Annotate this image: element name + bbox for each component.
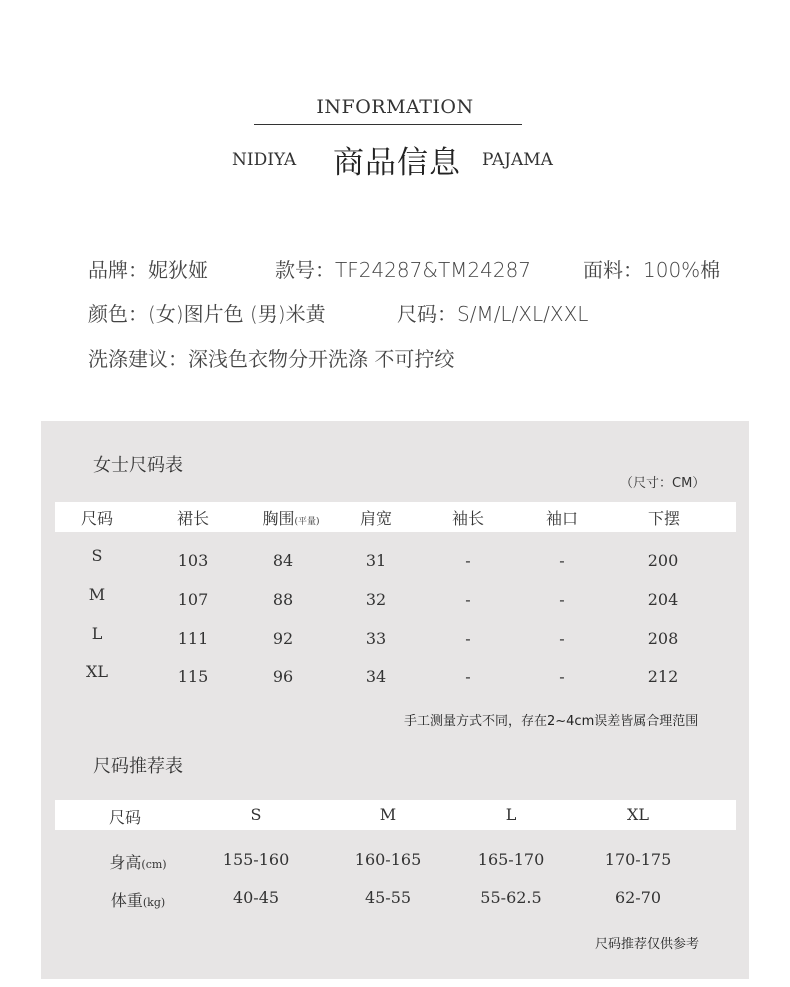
size-label-cell: M xyxy=(88,585,106,604)
table-cell: - xyxy=(559,667,565,686)
table-cell: 33 xyxy=(365,629,387,648)
recommend-note: 尺码推荐仅供参考 xyxy=(595,937,700,952)
table-cell: - xyxy=(465,629,471,648)
recommend-chart-title: 尺码推荐表 xyxy=(93,756,183,777)
header-cell: L xyxy=(505,805,517,824)
header-cell: 尺码 xyxy=(80,509,114,528)
table-cell: 31 xyxy=(365,551,387,570)
table-cell: 103 xyxy=(177,551,209,570)
table-cell: 115 xyxy=(177,667,209,686)
header-cell-chest: 胸围(平量) xyxy=(262,509,320,528)
product-brand: 品牌：妮狄娅 xyxy=(88,258,208,282)
table-cell: 62-70 xyxy=(614,888,662,907)
header-cell: 裙长 xyxy=(176,509,210,528)
table-cell: - xyxy=(559,551,565,570)
table-cell: 170-175 xyxy=(604,850,672,869)
product-model: 款号：TF24287&TM24287 xyxy=(275,258,532,282)
table-cell: 34 xyxy=(365,667,387,686)
brand-left-text: NIDIYA xyxy=(232,150,297,170)
product-color: 颜色：(女)图片色 (男)米黄 xyxy=(88,302,326,326)
product-sizes: 尺码：S/M/L/XL/XXL xyxy=(397,302,589,326)
header-cell: 袖长 xyxy=(451,509,485,528)
information-label: INFORMATION xyxy=(316,96,474,118)
product-fabric: 面料：100%棉 xyxy=(583,258,721,282)
row-label: 体重(kg) xyxy=(110,891,166,910)
women-chart-header xyxy=(55,502,736,532)
table-cell: 55-62.5 xyxy=(480,888,542,907)
header-cell: 下摆 xyxy=(647,509,681,528)
table-cell: 212 xyxy=(647,667,679,686)
header-cell: S xyxy=(250,805,262,824)
table-cell: - xyxy=(465,551,471,570)
table-cell: - xyxy=(559,629,565,648)
measure-note: 手工测量方式不同，存在2~4cm误差皆属合理范围 xyxy=(404,714,699,729)
size-label-cell: S xyxy=(91,546,103,565)
header-cell: M xyxy=(379,805,397,824)
header-cell: XL xyxy=(626,805,650,824)
table-cell: 200 xyxy=(647,551,679,570)
unit-note: （尺寸：CM） xyxy=(620,476,706,491)
product-washing: 洗涤建议：深浅色衣物分开洗涤 不可拧绞 xyxy=(88,347,455,371)
header-cell: 尺码 xyxy=(108,808,142,827)
header-cell: 肩宽 xyxy=(359,509,393,528)
table-cell: 40-45 xyxy=(232,888,280,907)
size-label-cell: XL xyxy=(85,662,109,681)
table-cell: 155-160 xyxy=(222,850,290,869)
header-cell: 袖口 xyxy=(545,509,579,528)
recommend-chart-header xyxy=(55,800,736,830)
table-cell: 111 xyxy=(177,629,209,648)
table-cell: - xyxy=(465,590,471,609)
size-label-cell: L xyxy=(91,624,103,643)
women-chart-title: 女士尺码表 xyxy=(93,455,183,476)
table-cell: 165-170 xyxy=(477,850,545,869)
table-cell: 160-165 xyxy=(354,850,422,869)
table-cell: 92 xyxy=(272,629,294,648)
table-cell: 107 xyxy=(177,590,209,609)
row-label: 身高(cm) xyxy=(109,853,167,872)
table-cell: 96 xyxy=(272,667,294,686)
table-cell: 84 xyxy=(272,551,294,570)
table-cell: 208 xyxy=(647,629,679,648)
header-divider xyxy=(254,124,522,125)
brand-right-text: PAJAMA xyxy=(482,150,553,170)
table-cell: - xyxy=(559,590,565,609)
table-cell: 45-55 xyxy=(364,888,412,907)
table-cell: 32 xyxy=(365,590,387,609)
table-cell: - xyxy=(465,667,471,686)
table-cell: 204 xyxy=(647,590,679,609)
page-title: 商品信息 xyxy=(333,145,461,181)
table-cell: 88 xyxy=(272,590,294,609)
